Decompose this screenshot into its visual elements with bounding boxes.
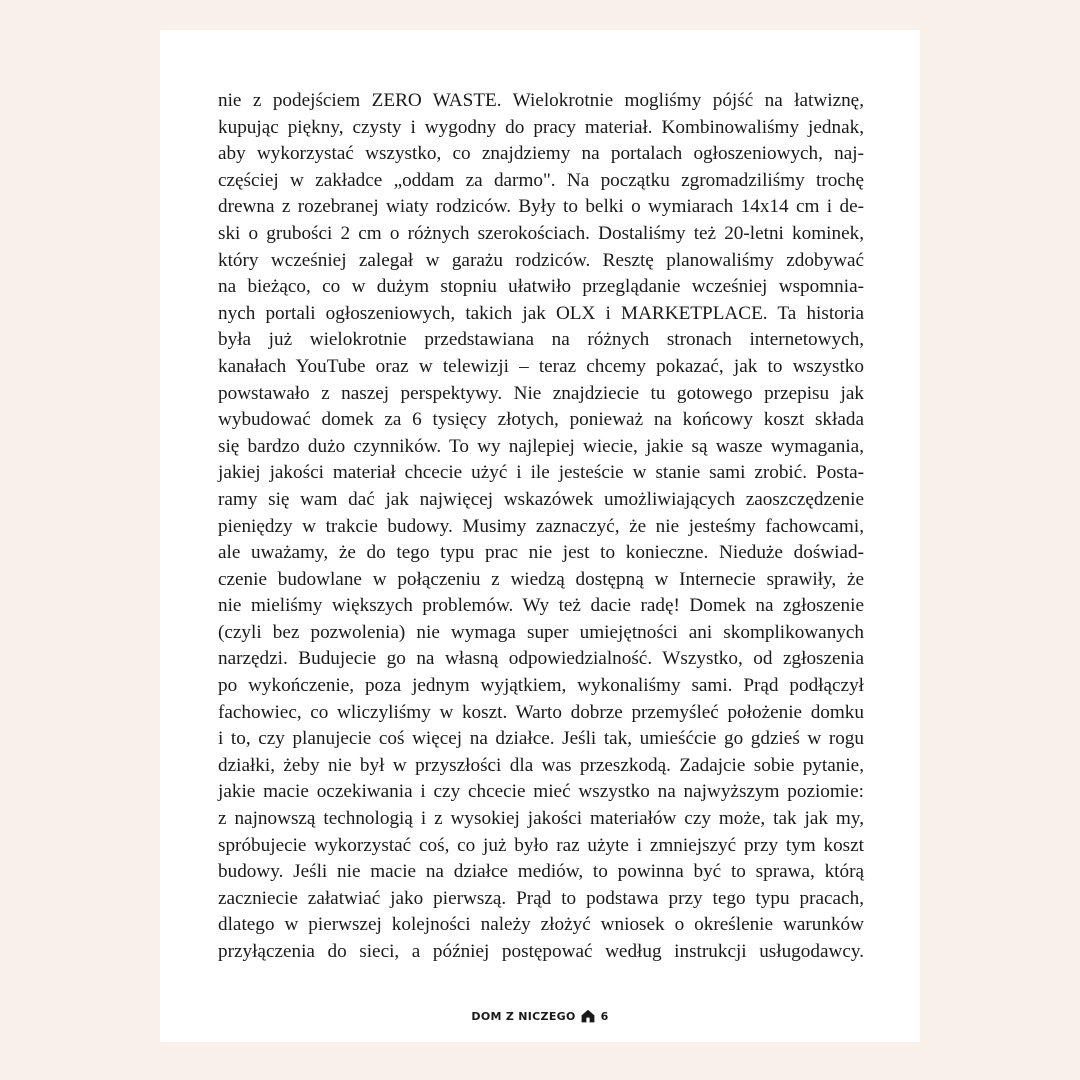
text-line: z najnowszą technologią i z wysokiej jakości materiałów czy może, tak jak my, xyxy=(218,808,864,830)
text-line: nych portali ogłoszeniowych, takich jak OLX i MARKETPLACE. Ta historia xyxy=(218,302,864,324)
text-line: na bieżąco, co w dużym stopniu ułatwiło przeglądanie wcześniej wspomnia- xyxy=(218,276,864,298)
text-line: fachowiec, co wliczyliśmy w koszt. Warto dobrze przemyśleć położenie domku xyxy=(218,701,864,723)
text-line: powstawało z naszej perspektywy. Nie znajdziecie tu gotowego przepisu jak xyxy=(218,382,864,404)
text-line: nie z podejściem ZERO WASTE. Wielokrotnie mogliśmy pójść na łatwiznę, xyxy=(218,90,864,111)
text-line: drewna z rozebranej wiaty rodziców. Były to belki o wymiarach 14x14 cm i de- xyxy=(218,196,864,218)
text-line: ramy się wam dać jak najwięcej wskazówek umożliwiających zaoszczędzenie xyxy=(218,488,864,510)
page-footer xyxy=(160,1008,920,1029)
text-line: jakie macie oczekiwania i czy chcecie mieć wszystko na najwyższym poziomie: xyxy=(218,781,864,803)
text-line: częściej w zakładce „oddam za darmo". Na początku zgromadziliśmy trochę xyxy=(218,169,864,191)
text-line: ale uważamy, że do tego typu prac nie jest to konieczne. Nieduże doświad- xyxy=(218,542,864,564)
text-line: wybudować domek za 6 tysięcy złotych, ponieważ na końcowy koszt składa xyxy=(218,409,864,431)
text-line: aby wykorzystać wszystko, co znajdziemy na portalach ogłoszeniowych, naj- xyxy=(218,143,864,165)
book-page xyxy=(160,30,920,1042)
text-line: przyłączenia do sieci, a później postępować według instrukcji usługodawcy. xyxy=(218,941,864,962)
text-line: i to, czy planujecie coś więcej na działce. Jeśli tak, umieśćcie go gdzieś w rogu xyxy=(218,728,864,750)
text-line: spróbujecie wykorzystać coś, co już było raz użyte i zmniejszyć przy tym koszt xyxy=(218,834,864,856)
text-line: narzędzi. Budujecie go na własną odpowiedzialność. Wszystko, od zgłoszenia xyxy=(218,648,864,670)
text-line: pieniędzy w trakcie budowy. Musimy zaznaczyć, że nie jesteśmy fachowcami, xyxy=(218,515,864,537)
text-line: dlatego w pierwszej kolejności należy złożyć wniosek o określenie warunków xyxy=(218,914,864,936)
text-line: jakiej jakości materiał chcecie użyć i ile jesteście w stanie sami zrobić. Posta- xyxy=(218,462,864,484)
text-line: który wcześniej zalegał w garażu rodziców. Resztę planowaliśmy zdobywać xyxy=(218,249,864,271)
text-line: budowy. Jeśli nie macie na działce mediów, to powinna być to sprawa, którą xyxy=(218,861,864,883)
house-icon xyxy=(581,1009,595,1029)
text-line: kupując piękny, czysty i wygodny do pracy materiał. Kombinowaliśmy jednak, xyxy=(218,116,864,138)
text-line: ski o grubości 2 cm o różnych szerokościach. Dostaliśmy też 20-letni kominek, xyxy=(218,222,864,244)
text-line: była już wielokrotnie przedstawiana na różnych stronach internetowych, xyxy=(218,329,864,351)
body-text xyxy=(218,88,864,966)
text-line: zaczniecie załatwiać jako pierwszą. Prąd to podstawa przy tego typu pracach, xyxy=(218,887,864,909)
text-line: po wykończenie, poza jednym wyjątkiem, wykonaliśmy sami. Prąd podłączył xyxy=(218,675,864,697)
text-line: się bardzo dużo czynników. To wy najlepiej wiecie, jakie są wasze wymagania, xyxy=(218,435,864,457)
text-line: działki, żeby nie był w przyszłości dla was przeszkodą. Zadajcie sobie pytanie, xyxy=(218,754,864,776)
text-line: nie mieliśmy większych problemów. Wy też dacie radę! Domek na zgłoszenie xyxy=(218,595,864,617)
text-line: kanałach YouTube oraz w telewizji – teraz chcemy pokazać, jak to wszystko xyxy=(218,355,864,377)
book-title: DOM Z NICZEGO xyxy=(471,1010,576,1023)
text-line: czenie budowlane w połączeniu z wiedzą dostępną w Internecie sprawiły, że xyxy=(218,568,864,590)
page-number: 6 xyxy=(600,1010,609,1023)
text-line: (czyli bez pozwolenia) nie wymaga super umiejętności ani skomplikowanych xyxy=(218,621,864,643)
